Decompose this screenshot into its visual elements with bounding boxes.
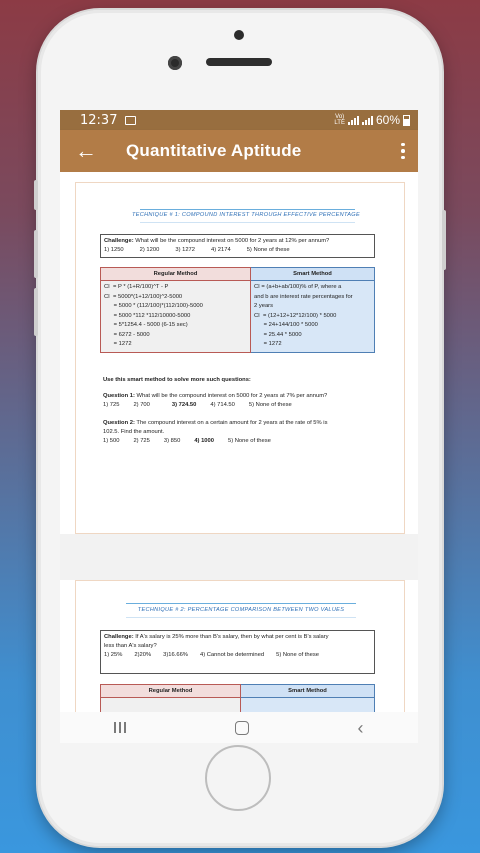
formula-line: = 5*1254.4 - 5000 (6-15 sec) — [104, 322, 188, 328]
regular-method-cell — [101, 698, 241, 713]
title-rule-top — [126, 603, 356, 604]
challenge-box — [100, 630, 375, 674]
document-viewer[interactable] — [60, 172, 418, 712]
option: 1) 725 — [103, 402, 120, 408]
option: 1) 1250 — [104, 247, 124, 253]
option: 3) 850 — [163, 438, 181, 444]
formula-line: = 1272 — [104, 341, 132, 347]
question-2-text: The compound interest on a certain amount for 2 years at the rate of 5% is — [136, 420, 328, 426]
front-camera — [168, 56, 182, 70]
formula-line: CI = 5000*(1+12/100)^2-5000 — [104, 293, 183, 300]
title-rule-bottom — [140, 222, 355, 223]
status-indicators — [334, 113, 410, 127]
methods-table — [100, 267, 375, 353]
signal-icon-2 — [362, 115, 373, 125]
formula-line: = 24+144/100 * 5000 — [254, 322, 318, 328]
formula-line: = 6272 - 5000 — [104, 331, 150, 338]
formula-line: CI = P * (1+R/100)^T - P — [104, 284, 169, 290]
option-correct: 4) 1000 — [194, 438, 214, 444]
challenge-label: Challenge: — [104, 238, 134, 244]
option: 5) None of these — [246, 247, 290, 253]
page-separator — [60, 534, 418, 580]
challenge-box — [100, 234, 375, 258]
question-2-options — [103, 437, 398, 446]
challenge-text: If A's salary is 25% more than B's salary, then by what per cent is B's salary — [135, 634, 329, 640]
option: 5) None of these — [248, 402, 292, 408]
battery-icon — [403, 115, 410, 126]
formula-line: and b are interest rate percentages for — [254, 293, 353, 300]
challenge-options — [104, 651, 371, 660]
option: 2) 1200 — [139, 247, 160, 253]
smart-method-header: Smart Method — [251, 268, 375, 281]
regular-method-header: Regular Method — [101, 685, 241, 698]
methods-table-2 — [100, 684, 375, 712]
option: 1) 25% — [104, 652, 123, 658]
earpiece-speaker — [206, 58, 272, 66]
option: 4) 2174 — [211, 247, 231, 253]
technique-1-title: TECHNIQUE # 1: COMPOUND INTEREST THROUGH EFFECTIVE PERCENTAGE — [132, 212, 360, 218]
regular-method-cell — [101, 281, 251, 353]
question-1-options — [103, 401, 393, 410]
question-1 — [103, 392, 393, 410]
status-bar — [60, 110, 418, 130]
option: 4) 714.50 — [210, 402, 235, 408]
smart-method-cell — [251, 281, 375, 353]
more-vert-icon[interactable] — [388, 130, 418, 172]
app-bar — [60, 130, 418, 172]
volte-icon: Vo) LTE — [334, 114, 345, 126]
power-button — [442, 210, 446, 270]
signal-icon — [348, 115, 359, 125]
navigation-bar — [60, 712, 418, 743]
arrow-left-icon[interactable]: ← — [75, 138, 97, 163]
option: 2)20% — [134, 652, 152, 658]
formula-line: = 5000 *112 *112/10000-5000 — [104, 312, 191, 319]
volume-down-button — [34, 288, 38, 336]
title-rule-top — [140, 209, 355, 210]
option: 3)16.66% — [163, 652, 188, 658]
status-time: 12:37 — [80, 112, 118, 128]
technique-2-title: TECHNIQUE # 2: PERCENTAGE COMPARISON BETWEEN TWO VALUES — [137, 607, 345, 613]
question-2-label: Question 2: — [103, 420, 135, 426]
recent-apps-icon[interactable] — [114, 722, 125, 733]
formula-line: CI = (12+12+12*12/100) * 5000 — [254, 312, 337, 319]
home-button[interactable] — [205, 745, 271, 811]
challenge-text-cont: less than A's salary? — [104, 643, 157, 649]
image-notification-icon — [125, 116, 136, 125]
option: 2) 700 — [133, 402, 150, 408]
app-title: Quantitative Aptitude — [126, 141, 302, 160]
question-1-text: What will be the compound interest on 5000 for 2 years at 7% per annum? — [136, 393, 328, 399]
option: 3) 1272 — [175, 247, 196, 253]
question-2 — [103, 419, 398, 446]
formula-line: 2 years — [254, 303, 274, 309]
option: 5) None of these — [276, 652, 319, 658]
challenge-options — [104, 246, 371, 255]
smart-method-header: Smart Method — [241, 685, 375, 698]
battery-percentage: 60% — [375, 113, 400, 127]
document-page-1 — [75, 182, 405, 534]
document-page-2 — [75, 580, 405, 712]
option: 5) None of these — [227, 438, 271, 444]
formula-line: = 25.44 * 5000 — [254, 331, 302, 338]
formula-line: = 5000 * (112/100)*(112/100)-5000 — [104, 303, 203, 309]
formula-line: = 1272 — [254, 341, 282, 347]
option: 4) Cannot be determined — [199, 652, 265, 658]
smart-method-cell — [241, 698, 375, 713]
title-rule-bottom — [126, 617, 356, 618]
challenge-text: What will be the compound interest on 5000 for 2 years at 12% per annum? — [135, 238, 330, 244]
challenge-label: Challenge: — [104, 634, 134, 640]
phone-frame — [38, 10, 442, 846]
back-icon[interactable]: ‹ — [357, 717, 364, 738]
question-2-text-cont: 102.5. Find the amount. — [103, 429, 165, 435]
practice-heading: Use this smart method to solve more such questions: — [103, 377, 251, 383]
proximity-sensor — [234, 30, 244, 40]
regular-method-header: Regular Method — [101, 268, 251, 281]
question-1-label: Question 1: — [103, 393, 135, 399]
option: 1) 500 — [103, 438, 120, 444]
phone-screen — [60, 110, 418, 743]
mute-switch — [34, 180, 38, 210]
formula-line: CI = (a+b+ab/100)% of P, where a — [254, 284, 342, 290]
volume-up-button — [34, 230, 38, 278]
option: 2) 725 — [133, 438, 150, 444]
option-correct: 3) 724.50 — [171, 402, 197, 408]
home-icon[interactable] — [235, 721, 249, 735]
